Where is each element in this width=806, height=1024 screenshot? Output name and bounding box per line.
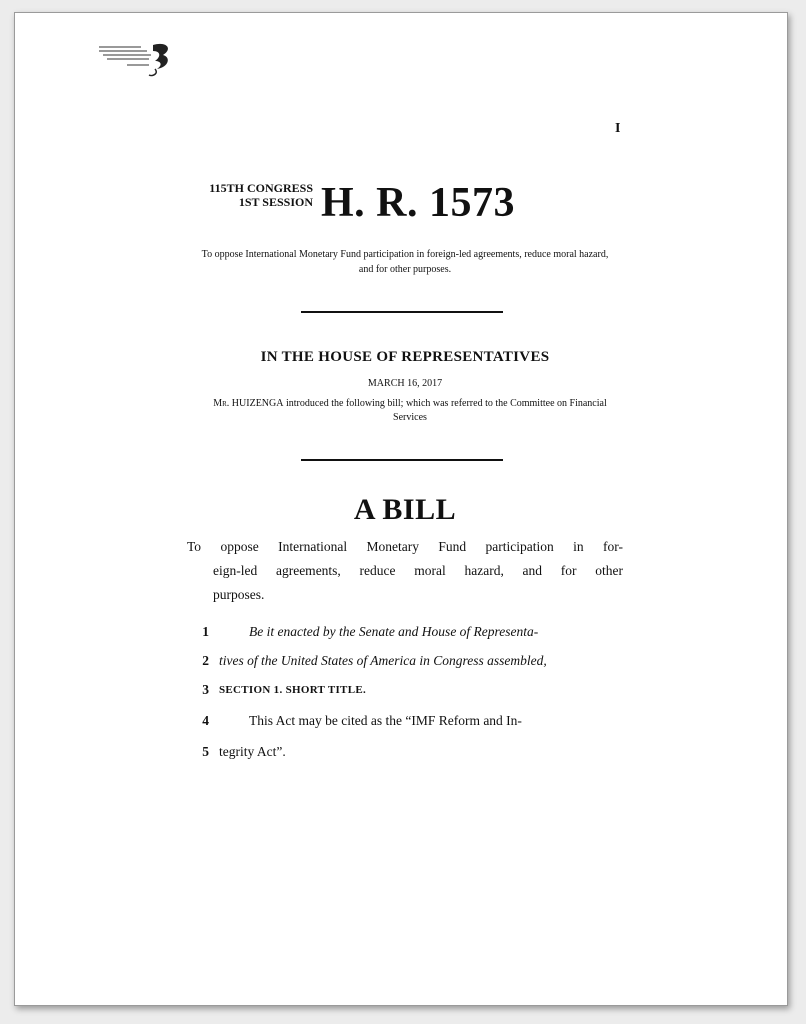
line-text: This Act may be cited as the “IMF Reform and In- [249, 713, 522, 728]
bill-number: H. R. 1573 [321, 180, 515, 226]
sponsor-name: Mr. HUIZENGA [213, 398, 284, 409]
section-heading: SECTION 1. SHORT TITLE. [219, 684, 367, 696]
purpose-line: To oppose International Monetary Fund participation in for- [187, 539, 623, 554]
bill-line [185, 710, 625, 732]
bill-purpose [187, 535, 623, 607]
divider-rule [301, 459, 503, 461]
line-number: 4 [202, 713, 209, 728]
house-heading: IN THE HOUSE OF REPRESENTATIVES [260, 349, 550, 365]
introduction-text: introduced the following bill; which was referred to the Committee on Financial Services [285, 398, 607, 423]
line-number: 1 [202, 624, 209, 639]
line-text: tegrity Act”. [219, 744, 286, 759]
a-bill-heading: A BILL [353, 493, 457, 526]
line-number: 3 [202, 682, 209, 697]
congress-label: 115TH CONGRESS [209, 181, 313, 195]
introduction-date: MARCH 16, 2017 [367, 378, 443, 389]
bill-line [185, 650, 625, 672]
session-label: 1ST SESSION [238, 195, 313, 209]
line-number: 2 [202, 653, 209, 668]
page-marker: I [615, 121, 621, 136]
bill-line [185, 741, 625, 763]
congress-session-block [183, 181, 313, 209]
line-number: 5 [202, 744, 209, 759]
purpose-line: purposes. [213, 587, 265, 602]
gpo-eagle-logo-icon [97, 39, 177, 79]
bill-line [185, 621, 625, 643]
bill-page [14, 12, 788, 1006]
purpose-line: eign-led agreements, reduce moral hazard, and for other [213, 563, 623, 578]
bill-line [185, 679, 625, 701]
line-text: Be it enacted by the Senate and House of Representa- [249, 624, 539, 639]
short-description: To oppose International Monetary Fund participation in foreign-led agreements, reduce moral hazard, and for other purposes. [201, 249, 609, 275]
introduction-statement [211, 397, 609, 425]
divider-rule [301, 311, 503, 313]
line-text: tives of the United States of America in Congress assembled, [219, 653, 547, 668]
